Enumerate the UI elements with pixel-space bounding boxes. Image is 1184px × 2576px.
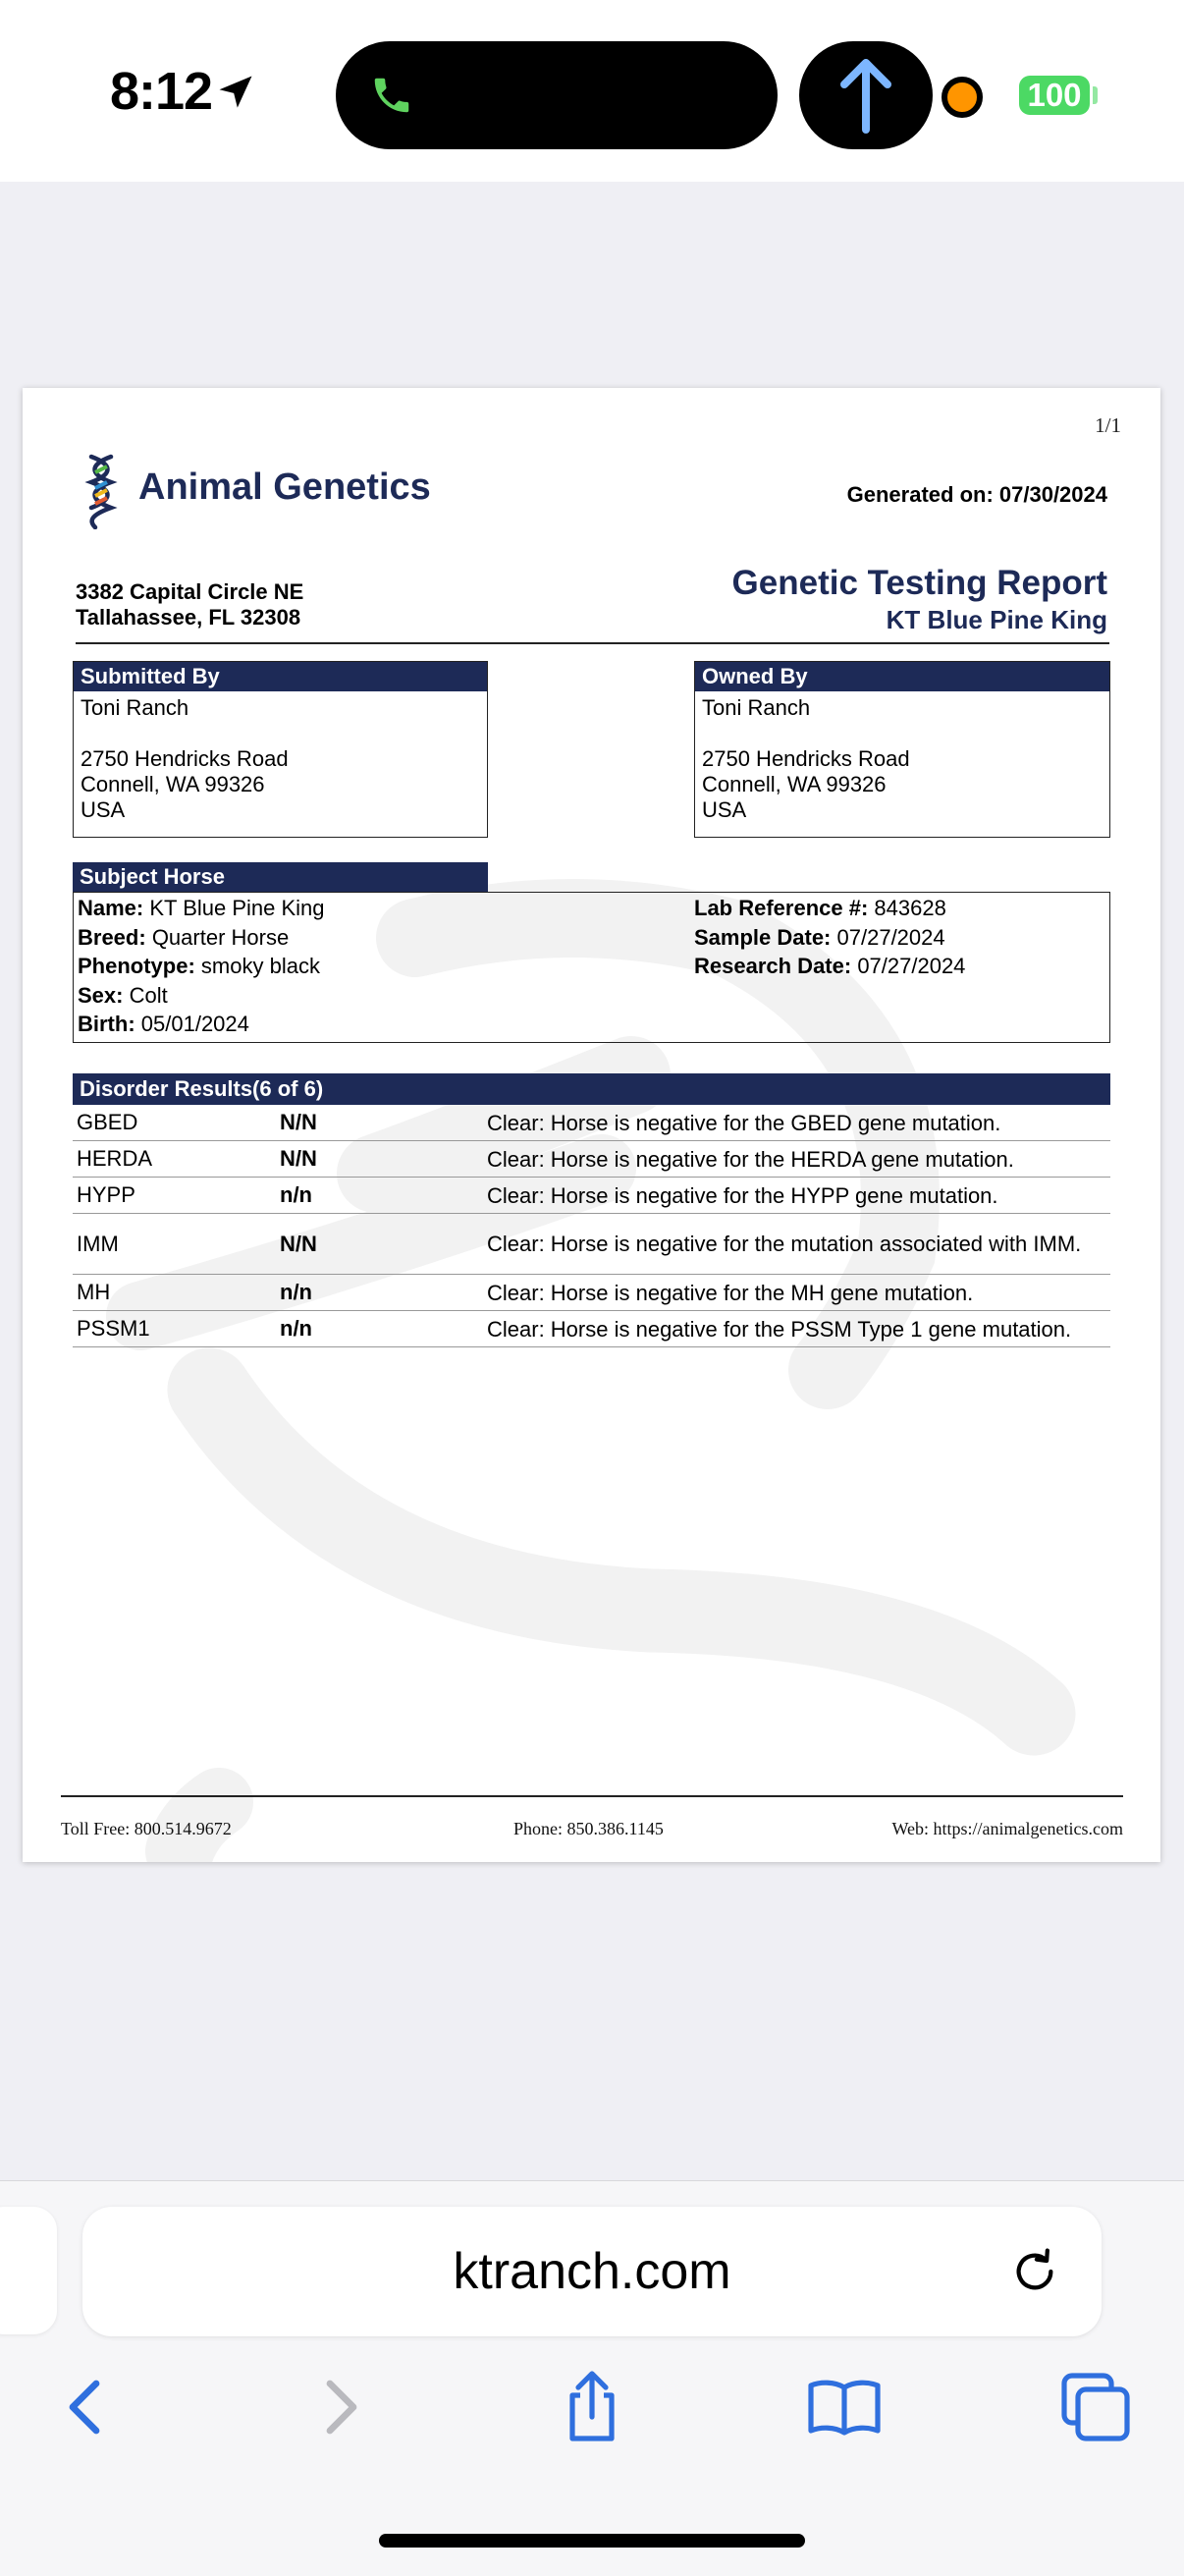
horse-breed-row — [78, 923, 325, 953]
generated-date: Generated on: 07/30/2024 — [846, 482, 1107, 507]
horse-birth-label: Birth: — [78, 1012, 135, 1036]
lab-ref-label: Lab Reference #: — [694, 896, 869, 920]
submitted-by-header: Submitted By — [74, 662, 487, 691]
bookmarks-icon[interactable] — [805, 2368, 884, 2446]
table-row — [73, 1311, 1110, 1347]
report-title-block — [732, 563, 1107, 635]
share-icon[interactable] — [553, 2368, 631, 2446]
submitter-name: Toni Ranch — [81, 695, 189, 720]
horse-sex: Colt — [129, 982, 168, 1008]
footer-divider — [61, 1795, 1123, 1797]
lab-ref: 843628 — [874, 896, 946, 920]
submitter-street: 2750 Hendricks Road — [81, 746, 289, 771]
submitter-city: Connell, WA 99326 — [81, 772, 265, 796]
sample-date-label: Sample Date: — [694, 924, 832, 950]
horse-name-row — [78, 894, 325, 923]
disorder-code: HERDA — [77, 1146, 153, 1171]
disorder-result: N/N — [280, 1110, 317, 1134]
disorder-code: MH — [77, 1280, 111, 1304]
owned-by-header: Owned By — [695, 662, 1109, 691]
horse-breed: Quarter Horse — [151, 924, 290, 950]
table-row — [73, 1275, 1110, 1311]
disorder-results-header: Disorder Results(6 of 6) — [73, 1073, 1110, 1105]
disorder-description: Clear: Horse is negative for the GBED gene mutation. — [487, 1110, 1001, 1135]
footer-phone: Phone: 850.386.1145 — [513, 1819, 664, 1838]
horse-sex-label: Sex: — [78, 982, 124, 1008]
browser-toolbar — [0, 2180, 1184, 2576]
horse-sex-row — [78, 981, 325, 1011]
tabs-icon[interactable] — [1056, 2368, 1135, 2446]
forward-icon[interactable] — [302, 2368, 381, 2446]
url-text[interactable]: ktranch.com — [453, 2243, 731, 2300]
sample-date: 07/27/2024 — [836, 924, 945, 950]
table-row — [73, 1141, 1110, 1178]
disorder-description: Clear: Horse is negative for the HYPP gene mutation. — [487, 1182, 998, 1208]
home-indicator[interactable] — [379, 2534, 805, 2548]
header-divider — [76, 642, 1109, 644]
disorder-description: Clear: Horse is negative for the PSSM Type 1 gene mutation. — [487, 1316, 1072, 1342]
owner-street: 2750 Hendricks Road — [702, 746, 910, 771]
disorder-description: Clear: Horse is negative for the MH gene mutation. — [487, 1280, 974, 1305]
location-arrow-icon — [214, 71, 257, 114]
report-title: Genetic Testing Report — [731, 564, 1107, 602]
address-bar[interactable] — [82, 2207, 1102, 2336]
owner-country: USA — [702, 797, 747, 822]
horse-phenotype-row — [78, 952, 325, 981]
disorder-result: n/n — [280, 1316, 312, 1341]
address-line-1: 3382 Capital Circle NE — [76, 579, 304, 604]
table-row — [73, 1105, 1110, 1141]
sample-date-row — [694, 923, 965, 953]
horse-breed-label: Breed: — [78, 924, 146, 950]
disorder-result: n/n — [280, 1182, 312, 1207]
table-row — [73, 1214, 1110, 1275]
owned-by-box — [694, 661, 1110, 838]
lab-details — [694, 894, 965, 981]
horse-phenotype: smoky black — [200, 954, 320, 978]
logo-text: Animal Genetics — [138, 466, 431, 508]
owner-city: Connell, WA 99326 — [702, 772, 887, 796]
phone-icon — [369, 73, 414, 118]
horse-name-label: Name: — [78, 896, 144, 920]
subject-horse-header: Subject Horse — [73, 862, 488, 892]
disorder-description: Clear: Horse is negative for the mutation associated with IMM. — [487, 1232, 1082, 1256]
footer-web: Web: https://animalgenetics.com — [891, 1819, 1123, 1838]
horse-phenotype-label: Phenotype: — [78, 954, 195, 978]
horse-birth: 05/01/2024 — [140, 1012, 249, 1036]
submitter-country: USA — [81, 797, 126, 822]
reload-icon[interactable] — [1007, 2244, 1062, 2299]
battery-indicator: 100 — [1019, 76, 1090, 115]
disorder-description: Clear: Horse is negative for the HERDA gene mutation. — [487, 1146, 1014, 1172]
research-date-row — [694, 952, 965, 981]
table-row — [73, 1178, 1110, 1214]
horse-birth-row — [78, 1010, 325, 1039]
status-bar — [0, 0, 1184, 182]
back-icon[interactable] — [45, 2368, 124, 2446]
disorder-code: PSSM1 — [77, 1316, 150, 1341]
lab-ref-row — [694, 894, 965, 923]
battery-tip — [1093, 86, 1098, 104]
page-number: 1/1 — [1095, 413, 1121, 437]
footer-toll-free: Toll Free: 800.514.9672 — [61, 1819, 232, 1838]
lab-address — [76, 579, 303, 630]
address-line-2: Tallahassee, FL 32308 — [76, 605, 301, 630]
disorder-code: IMM — [77, 1231, 119, 1256]
disorder-results-table — [73, 1105, 1110, 1347]
disorder-result: N/N — [280, 1231, 317, 1256]
disorder-code: HYPP — [77, 1182, 135, 1207]
research-date: 07/27/2024 — [857, 954, 966, 978]
status-time: 8:12 — [110, 62, 213, 121]
report-subject: KT Blue Pine King — [886, 605, 1107, 634]
disorder-code: GBED — [77, 1110, 138, 1134]
subject-horse-details — [78, 894, 325, 1039]
disorder-result: n/n — [280, 1280, 312, 1304]
horse-name: KT Blue Pine King — [149, 896, 325, 920]
disorder-result: N/N — [280, 1146, 317, 1171]
pdf-page — [23, 388, 1160, 1862]
subject-horse-box — [73, 892, 1110, 1043]
dna-logo-icon — [81, 453, 121, 529]
owner-name: Toni Ranch — [702, 695, 811, 720]
up-arrow-icon — [836, 57, 895, 136]
previous-tab-preview[interactable] — [0, 2207, 57, 2334]
submitted-by-box — [73, 661, 488, 838]
research-date-label: Research Date: — [694, 954, 852, 978]
mic-indicator-dot — [942, 77, 983, 118]
